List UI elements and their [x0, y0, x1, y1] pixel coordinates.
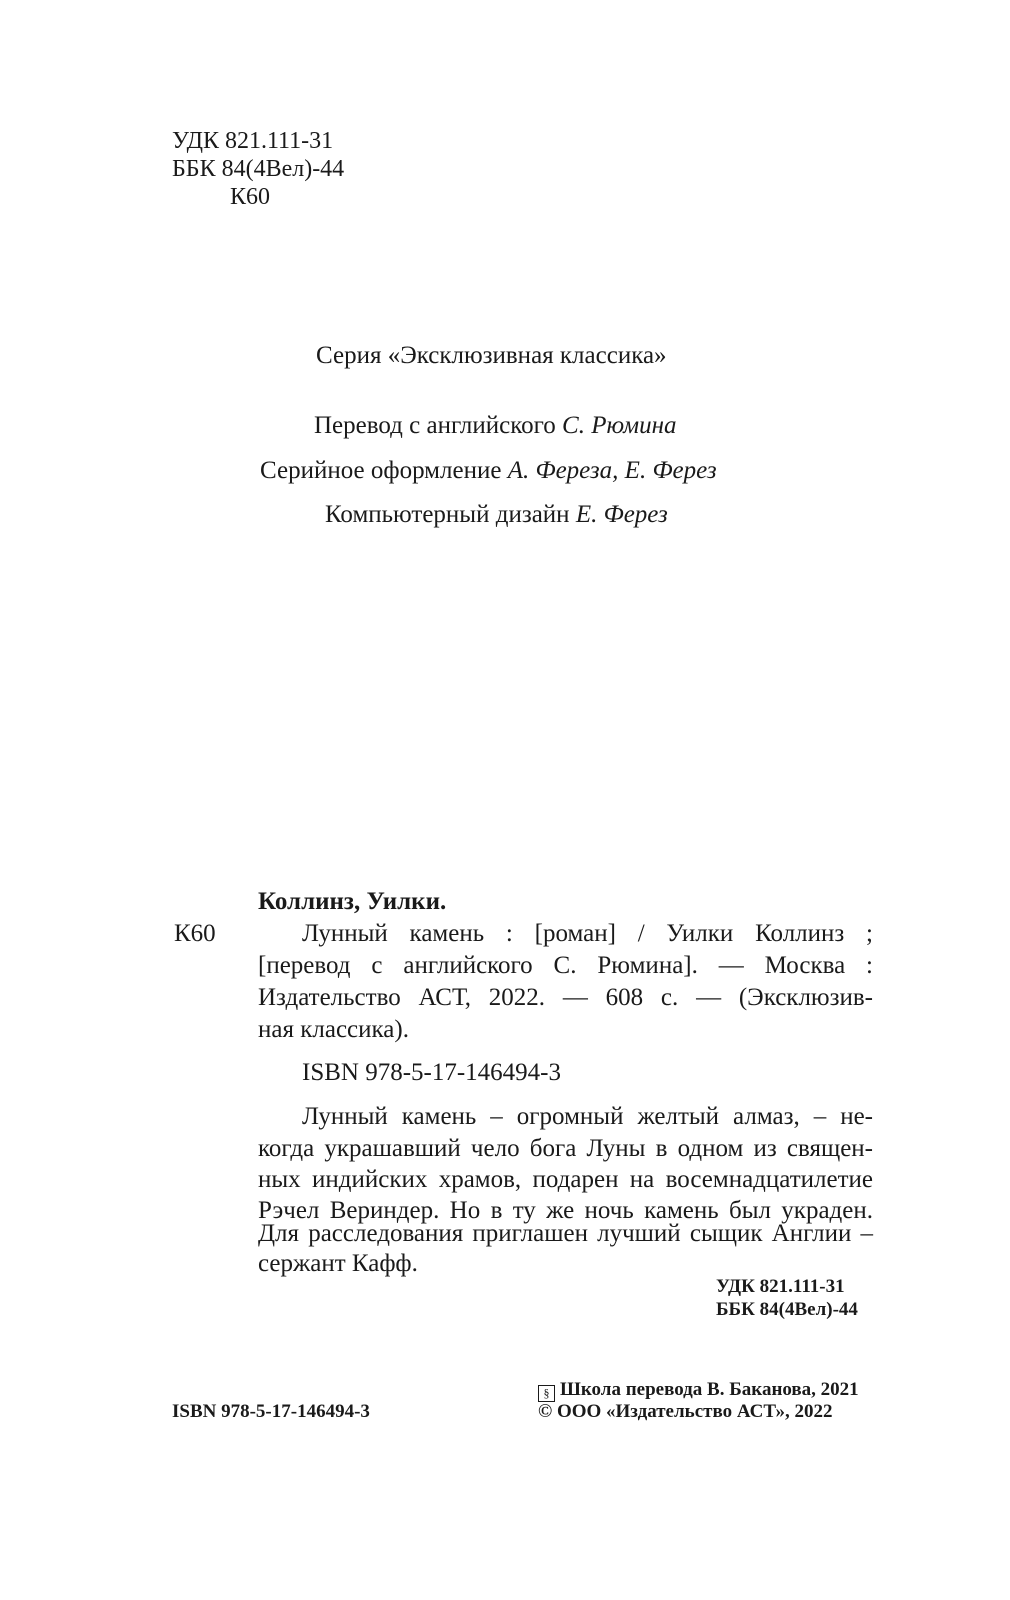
translator-name: С. Рюмина: [562, 412, 677, 439]
author-heading: Коллинз, Уилки.: [258, 888, 447, 915]
computer-design-line: [325, 499, 668, 531]
annotation-line: Лунный камень – огромный желтый алмаз, – не-: [302, 1103, 873, 1130]
copyright-text-1: Школа перевода В. Баканова, 2021: [560, 1379, 859, 1400]
translation-label: Перевод с английского: [314, 412, 556, 439]
author-mark-top: К60: [230, 184, 271, 210]
annotation-line: сержант Кафф.: [258, 1250, 418, 1277]
catalog-udk: УДК 821.111-31: [716, 1276, 845, 1297]
design-line: [260, 455, 717, 487]
translation-line: [314, 410, 677, 442]
computer-designer-name: Е. Ферез: [575, 501, 668, 528]
series-line: Серия «Эксклюзивная классика»: [316, 342, 667, 369]
catalog-bbk: ББК 84(4Вел)-44: [716, 1299, 858, 1320]
annotation-line: Для расследования приглашен лучший сыщик Англии –: [258, 1220, 873, 1247]
catalog-line: Лунный камень : [роман] / Уилки Коллинз ;: [302, 920, 873, 947]
udk-top: УДК 821.111-31: [172, 128, 334, 154]
crossed-paragraph-icon: §: [538, 1385, 555, 1402]
catalog-line: Издательство АСТ, 2022. — 608 с. — (Эксклюзив-: [258, 984, 873, 1011]
annotation-line: ных индийских храмов, подарен на восемнадцатилетие: [258, 1166, 873, 1193]
design-label: Серийное оформление: [260, 457, 502, 484]
author-mark: К60: [174, 920, 216, 947]
annotation-line: Рэчел Вериндер. Но в ту же ночь камень был украден.: [258, 1197, 873, 1224]
copyright-translation-school: [538, 1378, 859, 1402]
catalog-isbn: ISBN 978-5-17-146494-3: [302, 1059, 562, 1086]
footer-isbn: ISBN 978-5-17-146494-3: [172, 1401, 370, 1422]
catalog-line: ная классика).: [258, 1016, 409, 1043]
bbk-top: ББК 84(4Вел)-44: [172, 156, 345, 182]
designer-names: А. Фереза, Е. Ферез: [507, 457, 717, 484]
annotation-line: когда украшавший чело бога Луны в одном из священ-: [258, 1135, 873, 1162]
copyright-ast: © ООО «Издательство АСТ», 2022: [538, 1401, 833, 1422]
catalog-line: [перевод с английского С. Рюмина]. — Москва :: [258, 952, 873, 979]
computer-design-label: Компьютерный дизайн: [325, 501, 570, 528]
